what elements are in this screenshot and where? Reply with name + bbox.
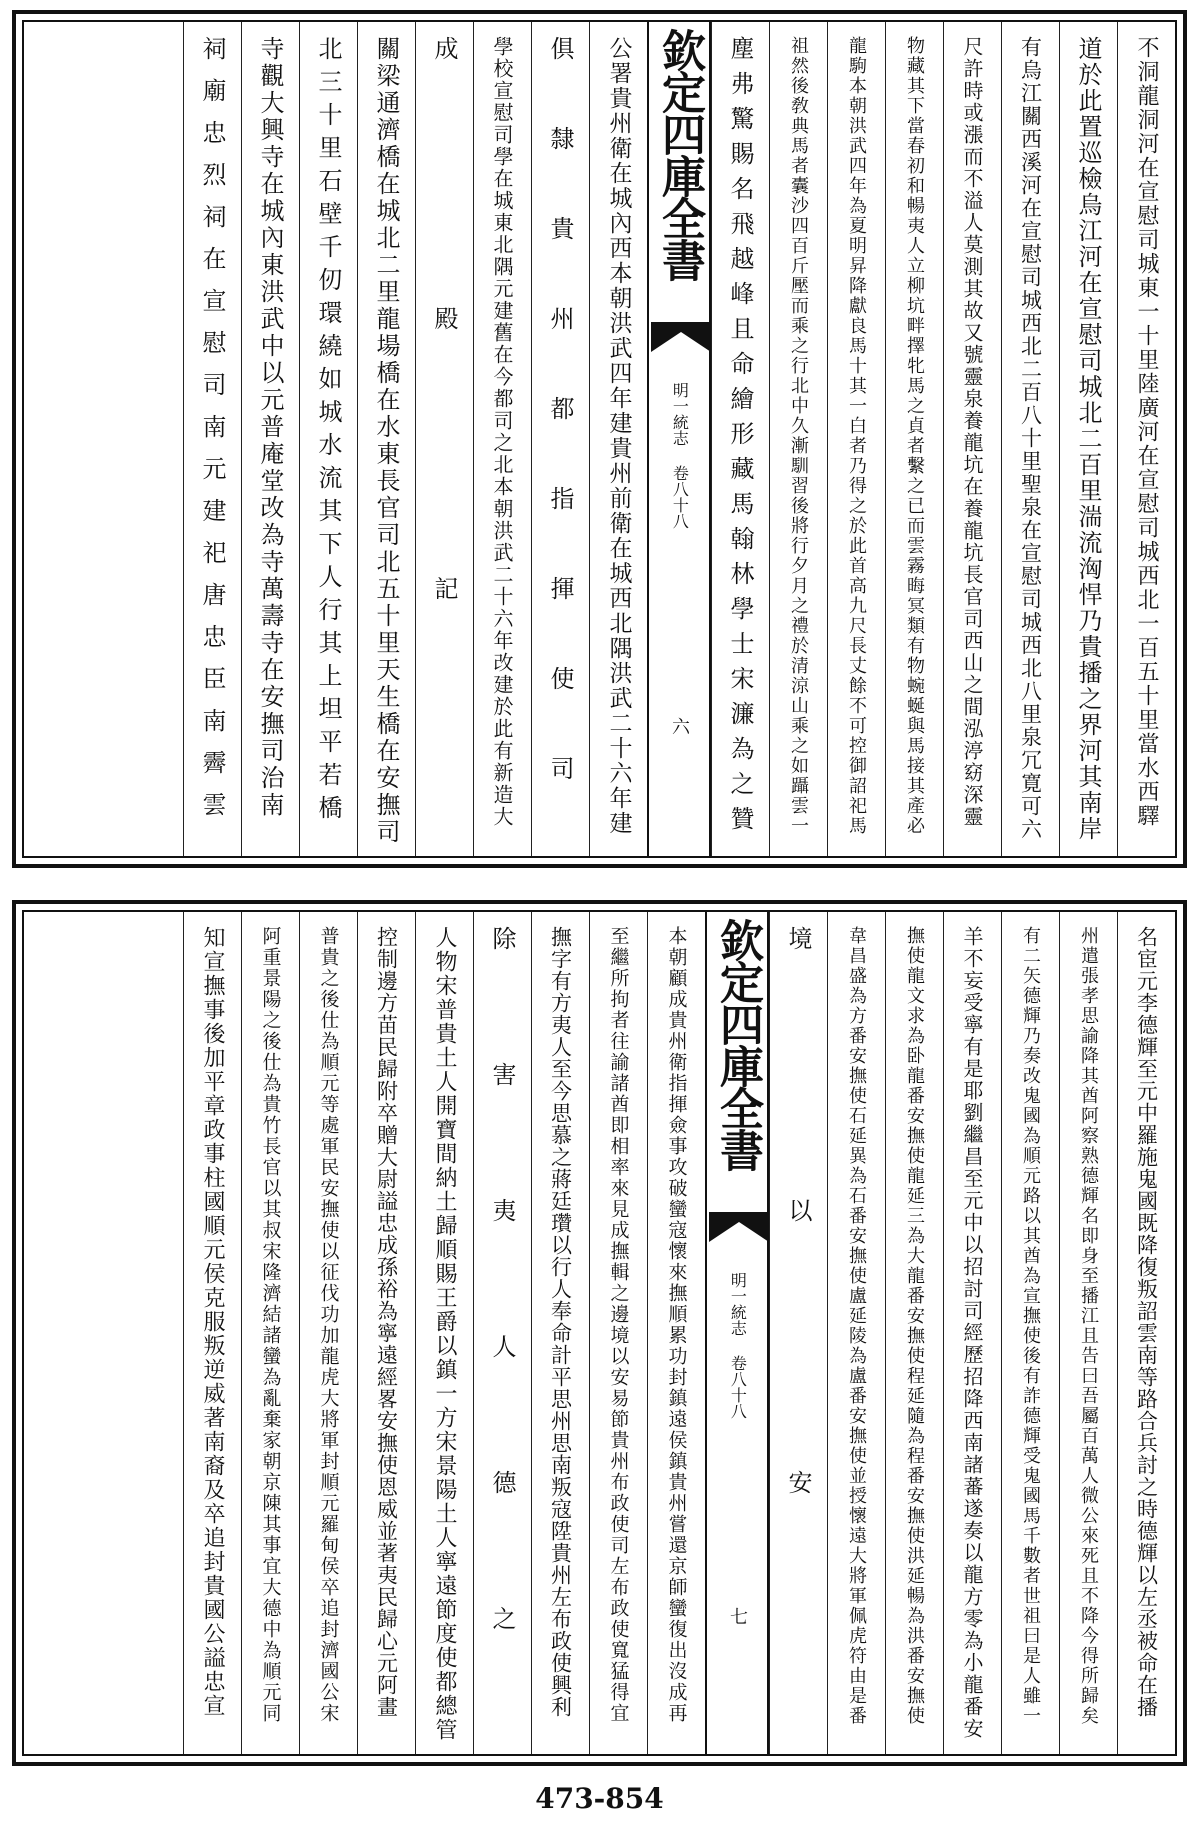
center-fold-column bbox=[647, 22, 711, 856]
column-text: 學校宣慰司學在城東北隅元建舊在今都司之北本朝洪武二十六年改建於此有新造大 bbox=[490, 36, 514, 828]
column-text: 羊不妄受寧有是耶劉繼昌至元中以招討司經歷招降西南諸蕃遂奏以龍方零為小龍番安 bbox=[960, 926, 984, 1740]
column-text: 普貴之後仕為順元等處軍民安撫使以征伐功加龍虎大將軍封順元羅甸侯卒追封濟國公宋 bbox=[317, 926, 340, 1724]
book-title: 欽定四庫全書 bbox=[654, 28, 705, 280]
column-rule bbox=[1001, 22, 1002, 856]
column-text: 撫字有方夷人至今思慕之蔣廷瓚以行人奉命計平思州思南叛寇陞貴州左布政使興利 bbox=[548, 926, 573, 1718]
column-text: 有二矢德輝乃奏改鬼國為順元路以其酋為宣撫使後有詐德輝受鬼國馬千數者世祖曰是人雖一 bbox=[1020, 926, 1041, 1726]
column-text: 成殿記 bbox=[430, 36, 458, 846]
column-rule bbox=[1117, 912, 1118, 1754]
column-text: 塵弗驚賜名飛越峰且命繪形藏馬翰林學士宋濂為之贊 bbox=[726, 36, 754, 841]
volume-reference: 明一統志 卷八十八 bbox=[728, 1272, 748, 1419]
column-rule bbox=[943, 22, 944, 856]
text-column bbox=[1059, 912, 1117, 1754]
text-column bbox=[885, 22, 943, 856]
lower-text-columns bbox=[24, 912, 1175, 1754]
text-column bbox=[589, 912, 647, 1754]
column-text: 人物宋普貴土人開寶間納土歸順賜王爵以鎮一方宋景陽土人寧遠節度使都總管 bbox=[432, 926, 457, 1742]
folio-number: 六 bbox=[669, 717, 690, 735]
column-text: 韋昌盛為方番安撫使石延異為石番安撫使盧延陵為盧番安撫使並授懷遠大將軍佩虎符由是番 bbox=[846, 926, 867, 1726]
column-text: 控制邊方苗民歸附卒贈大尉謚忠成孫裕為寧遠經畧安撫使恩威並著夷民歸心元阿畫 bbox=[374, 926, 399, 1718]
column-text: 尺許時或漲而不溢人莫測其故又號靈泉養龍坑在養龍坑長官司西山之間泓渟窈深靈 bbox=[960, 36, 984, 828]
column-text: 至繼所拘者往諭諸酋即相率來見成撫輯之邊境以安易節貴州布政使司左布政使寬猛得宜 bbox=[607, 926, 630, 1724]
text-column bbox=[415, 22, 473, 856]
column-text: 撫使龍文求為卧龍番安撫使龍延三為大龍番安撫使程延隨為程番安撫使洪延暢為洪番安撫使 bbox=[904, 926, 925, 1726]
center-fold-column bbox=[705, 912, 769, 1754]
column-text: 本朝顧成貴州衛指揮僉事攻破蠻寇懷來撫順累功封鎮遠侯鎮貴州嘗還京師蠻復出沒成再 bbox=[665, 926, 688, 1724]
text-column bbox=[531, 22, 589, 856]
column-text: 阿重景陽之後仕為貴竹長官以其叔宋隆濟結諸蠻為亂棄家朝京陳其事宜大德中為順元同 bbox=[259, 926, 282, 1724]
column-text: 北三十里石壁千仞環繞如城水流其下人行其上坦平若橋 bbox=[314, 36, 342, 828]
lower-page-frame bbox=[22, 910, 1177, 1756]
text-column bbox=[1117, 912, 1175, 1754]
upper-text-columns bbox=[24, 22, 1175, 856]
column-text: 關梁通濟橋在城北二里龍場橋在水東長官司北五十里天生橋在安撫司 bbox=[372, 36, 400, 846]
column-text: 不洞龍洞河在宣慰司城東一十里陸廣河在宣慰司城西北一百五十里當水西驛 bbox=[1134, 36, 1159, 828]
column-rule bbox=[415, 912, 416, 1754]
lower-page bbox=[12, 900, 1187, 1766]
column-rule bbox=[473, 912, 474, 1754]
text-column bbox=[415, 912, 473, 1754]
text-column bbox=[943, 22, 1001, 856]
column-rule bbox=[357, 22, 358, 856]
page-number: 473-854 bbox=[535, 1782, 664, 1815]
column-text: 道於此置巡檢烏江河在宣慰司城北二百里湍流洶悍乃貴播之界河其南岸 bbox=[1074, 36, 1102, 842]
text-column bbox=[827, 22, 885, 856]
text-column bbox=[357, 912, 415, 1754]
column-rule bbox=[885, 22, 886, 856]
column-rule bbox=[943, 912, 944, 1754]
column-rule bbox=[885, 912, 886, 1754]
text-column bbox=[1001, 22, 1059, 856]
column-rule bbox=[531, 912, 532, 1754]
text-column bbox=[241, 912, 299, 1754]
column-rule bbox=[1059, 912, 1060, 1754]
text-column bbox=[357, 22, 415, 856]
column-rule bbox=[827, 22, 828, 856]
column-rule bbox=[299, 912, 300, 1754]
column-rule bbox=[589, 22, 590, 856]
text-column bbox=[647, 912, 705, 1754]
text-column bbox=[885, 912, 943, 1754]
column-rule bbox=[241, 912, 242, 1754]
upper-page bbox=[12, 10, 1187, 868]
column-rule bbox=[531, 22, 532, 856]
column-rule bbox=[1001, 912, 1002, 1754]
column-rule bbox=[299, 22, 300, 856]
column-rule bbox=[415, 22, 416, 856]
fishtail-mark-icon bbox=[651, 322, 711, 356]
fishtail-mark-icon bbox=[709, 1212, 769, 1246]
column-text: 祖然後敎典馬者囊沙四百斤壓而乘之行北中久漸馴習後將行夕月之禮於清涼山乘之如躡雲一 bbox=[788, 36, 809, 836]
column-text: 除害夷人德之 bbox=[488, 926, 516, 1742]
text-column bbox=[711, 22, 769, 856]
upper-page-frame bbox=[22, 20, 1177, 858]
column-text: 知宣撫事後加平章政事柱國順元侯克服叛逆威著南裔及卒追封貴國公謚忠宣 bbox=[200, 926, 225, 1718]
column-rule bbox=[827, 912, 828, 1754]
column-rule bbox=[769, 912, 770, 1754]
column-rule bbox=[1059, 22, 1060, 856]
column-text: 有烏江關西溪河在宣慰司城西北二百八十里聖泉在宣慰司城西北八里泉冗寛可六 bbox=[1018, 36, 1043, 841]
column-text: 寺觀大興寺在城內東洪武中以元普庵堂改為寺萬壽寺在安撫司治南 bbox=[256, 36, 284, 819]
column-rule bbox=[473, 22, 474, 856]
column-text: 俱隸貴州都指揮使司 bbox=[546, 36, 574, 846]
column-text: 名宦元李德輝至元中羅施鬼國既降復叛詔雲南等路合兵討之時德輝以左丞被命在播 bbox=[1134, 926, 1159, 1718]
column-rule bbox=[183, 22, 184, 856]
folio-number: 七 bbox=[727, 1607, 748, 1625]
text-column bbox=[769, 912, 827, 1754]
column-rule bbox=[183, 912, 184, 1754]
book-title: 欽定四庫全書 bbox=[712, 918, 763, 1170]
text-column bbox=[241, 22, 299, 856]
text-column bbox=[473, 912, 531, 1754]
text-column bbox=[827, 912, 885, 1754]
text-column bbox=[473, 22, 531, 856]
column-text: 物藏其下當春初和暢夷人立柳坑畔擇牝馬之貞者繫之已而雲霧晦冥類有物蜿蜒與馬接其產必 bbox=[904, 36, 925, 836]
text-column bbox=[183, 22, 241, 856]
column-rule bbox=[1117, 22, 1118, 856]
column-text: 龍駒本朝洪武四年為夏明昇降獻良馬十其一白者乃得之於此首高九尺長丈餘不可控御詔祀馬 bbox=[846, 36, 867, 836]
column-rule bbox=[769, 22, 770, 856]
column-rule bbox=[647, 912, 648, 1754]
column-text: 公署貴州衛在城內西本朝洪武四年建貴州前衛在城西北隅洪武二十六年建 bbox=[605, 36, 632, 836]
column-text: 祠廟忠烈祠在宣慰司南元建祀唐忠臣南霽雲 bbox=[198, 36, 226, 834]
text-column bbox=[943, 912, 1001, 1754]
text-column bbox=[531, 912, 589, 1754]
volume-reference: 明一統志 卷八十八 bbox=[670, 382, 690, 529]
text-column bbox=[589, 22, 647, 856]
column-rule bbox=[589, 912, 590, 1754]
text-column bbox=[1117, 22, 1175, 856]
column-rule bbox=[241, 22, 242, 856]
text-column bbox=[1001, 912, 1059, 1754]
column-text: 境以安 bbox=[784, 926, 812, 1742]
text-column bbox=[299, 22, 357, 856]
column-rule bbox=[357, 912, 358, 1754]
text-column bbox=[183, 912, 241, 1754]
text-column bbox=[769, 22, 827, 856]
text-column bbox=[1059, 22, 1117, 856]
column-text: 州遣張孝思諭降其酋阿察熟德輝名即身至播江且告曰吾屬百萬人微公來死且不降今得所歸矣 bbox=[1078, 926, 1099, 1726]
text-column bbox=[299, 912, 357, 1754]
column-rule bbox=[711, 22, 712, 856]
